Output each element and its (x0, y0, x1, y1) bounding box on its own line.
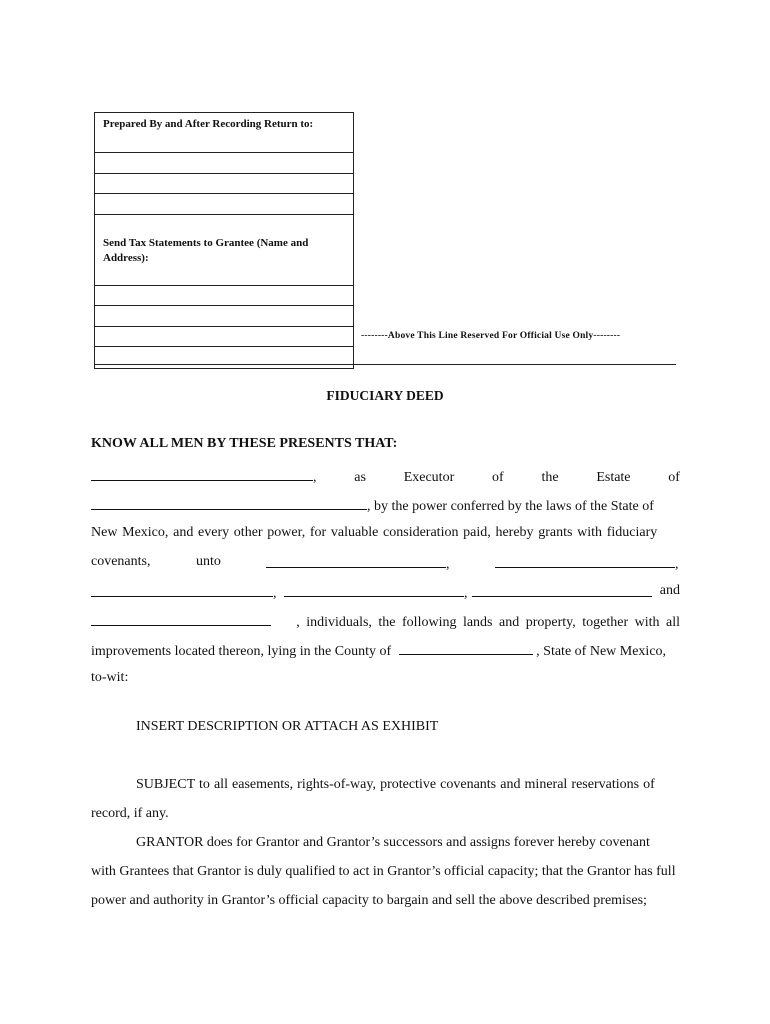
return-address-line-3[interactable] (95, 194, 353, 215)
body-text: , by the power conferred by the laws of the State of (367, 499, 654, 514)
document-title: FIDUCIARY DEED (326, 388, 444, 403)
know-all-heading: KNOW ALL MEN BY THESE PRESENTS THAT: (91, 436, 398, 451)
recording-info-box (94, 112, 354, 369)
body-text: to-wit: (91, 670, 129, 685)
subject-line-2: record, if any. (91, 806, 169, 821)
grantee-address-line-1[interactable] (95, 286, 353, 307)
word-of: of (492, 470, 504, 485)
word-and: and (659, 583, 680, 598)
grantor-line-1: GRANTOR does for Grantor and Grantor’s successors and assigns forever hereby covenant (136, 835, 650, 850)
body-line-8 (91, 669, 680, 687)
reserved-line-label: --------Above This Line Reserved For Official Use Only-------- (361, 331, 621, 341)
return-address-line-1[interactable] (95, 153, 353, 174)
insert-description-label: INSERT DESCRIPTION OR ATTACH AS EXHIBIT (136, 719, 439, 734)
body-line-4 (91, 553, 680, 571)
grantee-address-line-3[interactable] (95, 327, 353, 348)
word-the: the (541, 470, 559, 485)
grantee-5-blank[interactable] (472, 582, 652, 597)
body-line-7 (91, 640, 680, 661)
comma: , (675, 557, 679, 572)
body-text: , State of New Mexico, (536, 644, 667, 659)
word-covenants: covenants, (91, 554, 151, 569)
body-text: improvements located thereon, lying in the County of (91, 644, 392, 659)
executor-name-blank[interactable] (91, 466, 313, 481)
tax-statements-label: Send Tax Statements to Grantee (Name and Address): (95, 215, 353, 286)
return-address-line-2[interactable] (95, 174, 353, 195)
comma: , (273, 586, 277, 601)
word-unto: unto (196, 554, 221, 569)
word-as: as (354, 470, 366, 485)
body-line-1 (91, 466, 680, 487)
grantee-1-blank[interactable] (266, 553, 446, 568)
grantee-2-blank[interactable] (495, 553, 675, 568)
county-blank[interactable] (399, 640, 533, 655)
comma: , (446, 557, 450, 572)
prepared-by-label: Prepared By and After Recording Return to: (95, 113, 353, 153)
body-text: New Mexico, and every other power, for valuable consideration paid, hereby grants with fiduciary (91, 525, 658, 540)
official-use-rule (94, 364, 676, 365)
estate-name-blank[interactable] (91, 495, 367, 510)
word-of: of (668, 470, 680, 485)
grantor-line-3: power and authority in Grantor’s official capacity to bargain and sell the above described premises; (91, 893, 647, 908)
subject-line-1: SUBJECT to all easements, rights-of-way, protective covenants and mineral reservations of (136, 777, 655, 792)
comma: , (464, 586, 468, 601)
grantee-3-blank[interactable] (91, 582, 273, 597)
grantee-address-line-2[interactable] (95, 306, 353, 327)
word-executor: Executor (403, 470, 455, 485)
word-estate: Estate (596, 470, 631, 485)
grantee-4-blank[interactable] (284, 582, 464, 597)
body-line-6 (91, 611, 680, 632)
grantor-line-2: with Grantees that Grantor is duly qualified to act in Grantor’s official capacity; that the Grantor has full (91, 864, 676, 879)
body-line-3 (91, 524, 680, 542)
body-line-5 (91, 582, 680, 603)
grantee-6-blank[interactable] (91, 611, 271, 626)
body-text: , individuals, the following lands and property, together with all (296, 615, 680, 630)
body-line-2 (91, 495, 680, 516)
comma: , (313, 470, 317, 485)
